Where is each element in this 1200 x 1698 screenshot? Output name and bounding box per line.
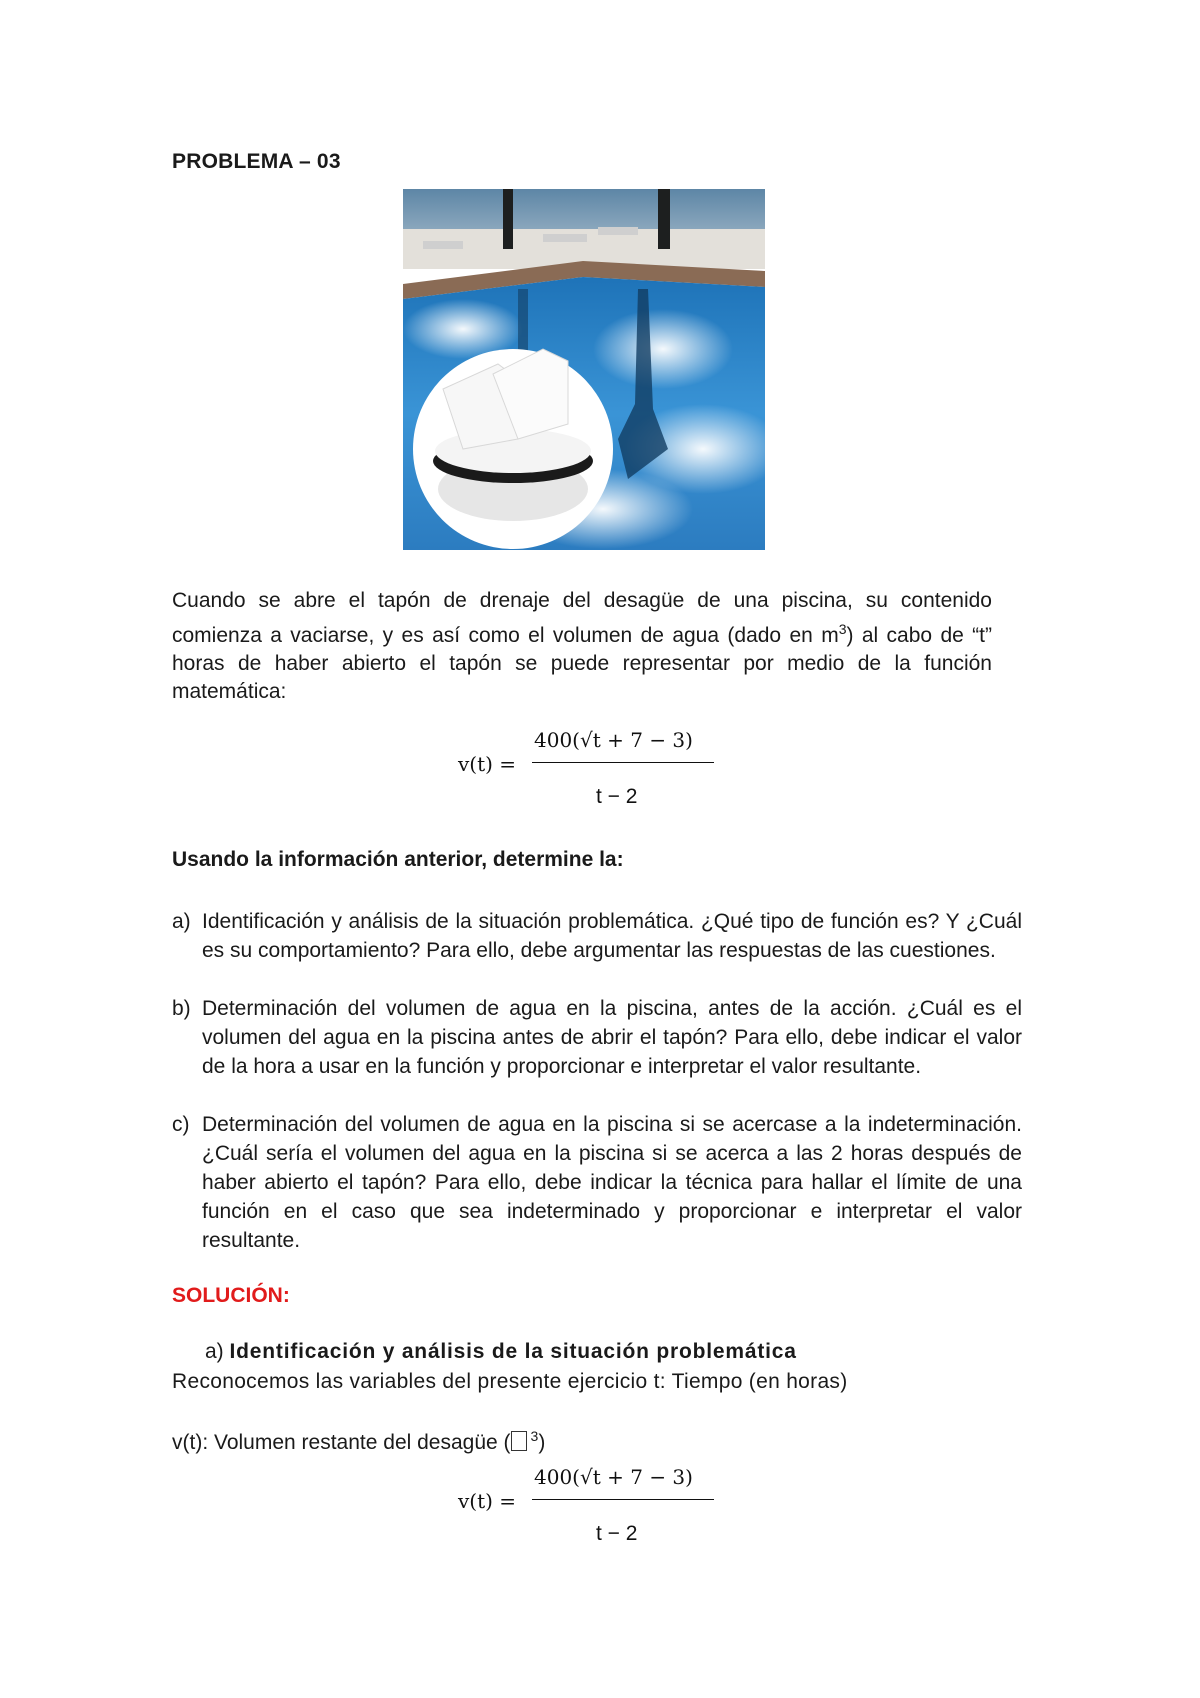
formula-2: [458, 1465, 718, 1545]
formula-1-numerator: 400(√t + 7 − 3): [534, 728, 693, 752]
item-marker: b): [172, 997, 191, 1020]
item-marker: c): [172, 1113, 190, 1136]
item-text: Determinación del volumen de agua en la piscina si se acercase a la indeterminación. ¿Cuál sería el volumen del agua en la piscina si se acerca a las 2 horas después de haber abierto el tapón? Para ello, debe indicar la técnica para hallar el límite de una función en el caso que sea indeterminado y proporcionar e interpretar el valor resultante.: [202, 1113, 1022, 1252]
intro-text-1: Cuando se abre el tapón de drenaje del desagüe de una piscina, su contenido comienza a vaciarse, y es así como el volumen de agua (dado en m: [172, 589, 992, 647]
volume-def-suffix: ): [538, 1431, 546, 1454]
instruction-heading: Usando la información anterior, determine la:: [172, 848, 624, 871]
missing-glyph-icon: [511, 1431, 527, 1451]
fraction-bar: [532, 762, 714, 763]
question-item-c: [172, 1110, 1022, 1255]
formula-1: [458, 728, 718, 808]
intro-paragraph: [172, 587, 992, 706]
formula-1-denominator: t − 2: [596, 785, 638, 808]
subheading-marker: a): [205, 1340, 224, 1363]
volume-def-prefix: v(t): Volumen restante del desagüe (: [172, 1431, 511, 1454]
item-text: Determinación del volumen de agua en la piscina, antes de la acción. ¿Cuál es el volumen del agua en la piscina antes de abrir el tapón? Para ello, debe indicar el valor de la hora a usar en la función y proporcionar e interpretar el valor resultante.: [202, 997, 1022, 1078]
question-item-a: [172, 907, 1022, 965]
solution-subheading-a: [205, 1340, 797, 1364]
item-marker: a): [172, 910, 191, 933]
formula-2-lhs: v(t) =: [458, 1489, 517, 1513]
item-text: Identificación y análisis de la situación problemática. ¿Qué tipo de función es? Y ¿Cuál es su comportamiento? Para ello, debe argumentar las respuestas de las cuestiones.: [202, 910, 1022, 962]
fraction-bar: [532, 1499, 714, 1500]
question-item-b: [172, 994, 1022, 1081]
variables-paragraph: Reconocemos las variables del presente ejercicio t: Tiempo (en horas): [172, 1370, 848, 1393]
intro-text-2: ) al cabo de “t” horas de haber abierto el tapón se puede representar por medio de la función matemática:: [172, 624, 992, 703]
subheading-title: Identificación y análisis de la situación problemática: [229, 1340, 797, 1363]
formula-2-denominator: t − 2: [596, 1522, 638, 1545]
pool-drain-plug-image: [403, 189, 765, 550]
problem-title: PROBLEMA – 03: [172, 150, 341, 173]
intro-superscript: 3: [838, 621, 847, 637]
formula-1-lhs: v(t) =: [458, 752, 517, 776]
formula-2-numerator: 400(√t + 7 − 3): [534, 1465, 693, 1489]
solution-heading: SOLUCIÓN:: [172, 1284, 290, 1307]
volume-def-sup: 3: [530, 1428, 539, 1444]
volume-definition: [172, 1428, 545, 1455]
